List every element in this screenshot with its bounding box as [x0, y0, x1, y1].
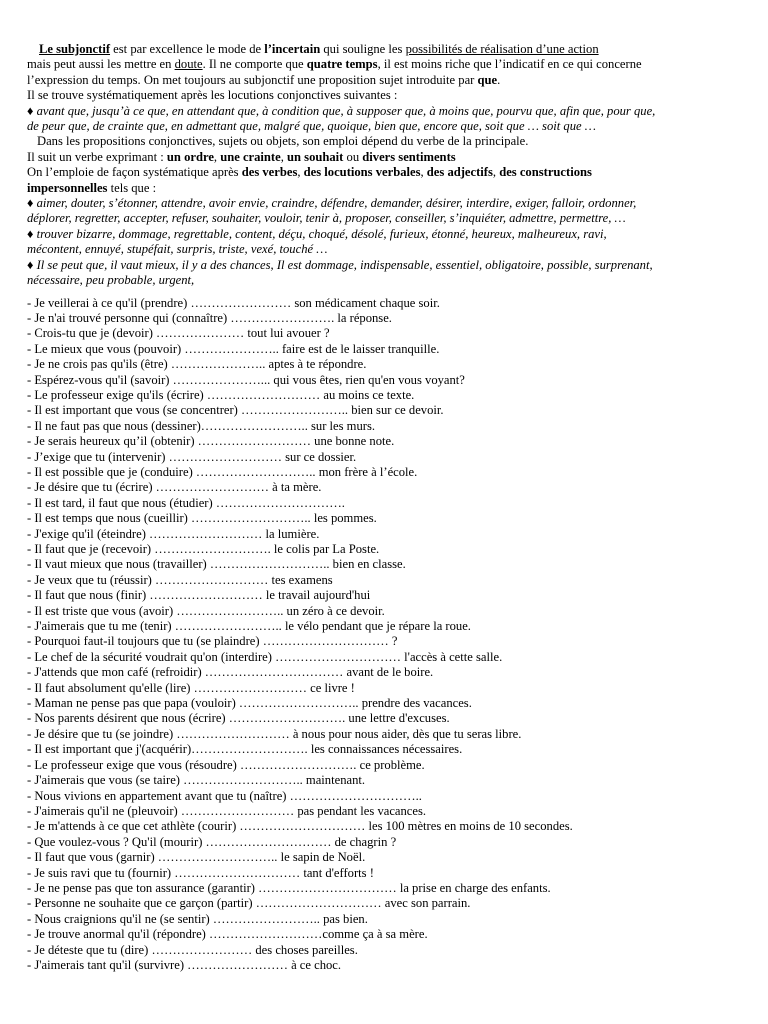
intro-text: l’expression du temps. On met toujours au subjonctif une proposition sujet introduite par: [27, 72, 478, 87]
exercise-item: - Nous vivions en appartement avant que tu (naître) …………………………..: [27, 788, 422, 803]
intro-text: ou: [343, 149, 363, 164]
exercise-item: - Nous craignions qu'il ne (se sentir) …………………….. pas bien.: [27, 911, 368, 926]
verbs-line-1: ♦ aimer, douter, s’étonner, attendre, avoir envie, craindre, défendre, demander, désirer, interdire, exiger, falloir, ordonner,: [27, 196, 637, 211]
intro-line-7: Dans les propositions conjonctives, sujets ou objets, son emploi dépend du verbe de la principale.: [37, 134, 529, 149]
intro-line-3: [27, 73, 747, 88]
exercise-item: - Il faut absolument qu'elle (lire) ……………………… ce livre !: [27, 680, 355, 695]
exercise-item: - Je désire que tu (se joindre) ……………………… à nous pour nous aider, dès que tu seras libre.: [27, 726, 522, 741]
exercise-item: - Crois-tu que je (devoir) ………………… tout lui avouer ?: [27, 326, 330, 341]
exercise-item: - Personne ne souhaite que ce garçon (partir) ………………………… avec son parrain.: [27, 896, 471, 911]
intro-text: . Il ne comporte que: [202, 57, 307, 72]
exercise-item: - Je suis ravi que tu (fournir) ………………………… tant d'efforts !: [27, 865, 374, 880]
intro-text: ,: [297, 165, 304, 180]
intro-text: .: [497, 72, 501, 87]
intro-bold: des locutions verbales: [303, 165, 421, 180]
impersonal-line-1: ♦ Il se peut que, il vaut mieux, il y a des chances, Il est dommage, indispensable, essentiel, obligatoire, possible, surprenant,: [27, 257, 653, 272]
exercise-item: - Je ne crois pas qu'ils (être) ………………….. aptes à te répondre.: [27, 357, 367, 372]
intro-bold: divers sentiments: [362, 149, 456, 164]
exercise-item: - Je ne pense pas que ton assurance (garantir) …………………………… la prise en charge des enfants.: [27, 880, 551, 895]
intro-text: ,: [492, 165, 500, 180]
intro-bold: un souhait: [287, 149, 344, 164]
intro-bold: une crainte: [220, 149, 281, 164]
intro-line-10: [27, 181, 747, 196]
intro-text: est par excellence le mode de: [110, 42, 265, 56]
exercise-item: - Il est possible que je (conduire) ……………………….. mon frère à l’école.: [27, 464, 418, 479]
conjunctions-line-2: de peur que, de crainte que, en admettant que, malgré que, quoique, bien que, encore que, soit que … soit que …: [27, 119, 596, 134]
exercise-item: - Le mieux que vous (pouvoir) ………………….. faire est de le laisser tranquille.: [27, 341, 440, 356]
exercise-item: - Je n'ai trouvé personne qui (connaître) ……………………. la réponse.: [27, 310, 392, 325]
intro-bold: des verbes: [241, 165, 298, 180]
exercise-item: - Je désire que tu (écrire) ……………………… à ta mère.: [27, 480, 322, 495]
intro-section: [27, 42, 747, 289]
exercise-item: - Maman ne pense pas que papa (vouloir) ……………………….. prendre des vacances.: [27, 696, 472, 711]
intro-underlined: doute: [174, 57, 203, 72]
intro-bold: l’incertain: [264, 42, 321, 56]
intro-bold: des adjectifs: [426, 165, 493, 180]
intro-text: ,: [213, 149, 221, 164]
exercise-item: - Le chef de la sécurité voudrait qu'on (interdire) ………………………… l'accès à cette salle.: [27, 649, 503, 664]
intro-line-4: Il se trouve systématiquement après les locutions conjonctives suivantes :: [27, 88, 398, 103]
exercise-item: - Je serais heureux qu’il (obtenir) ……………………… une bonne note.: [27, 434, 395, 449]
exercise-item: - J'aimerais que tu me (tenir) …………………….. le vélo pendant que je répare la roue.: [27, 619, 471, 634]
exercise-item: - Nos parents désirent que nous (écrire) ………………………. une lettre d'excuses.: [27, 711, 450, 726]
intro-text: ,: [420, 165, 427, 180]
exercise-item: - Je trouve anormal qu'il (répondre) ………………………comme ça à sa mère.: [27, 927, 428, 942]
intro-text: Il suit un verbe exprimant :: [27, 149, 167, 164]
exercise-item: - Le professeur exige que vous (résoudre) ………………………. ce problème.: [27, 757, 425, 772]
exercise-item: - Il est temps que nous (cueillir) ……………………….. les pommes.: [27, 511, 377, 526]
intro-underlined: possibilités de réalisation d’une action: [405, 42, 599, 56]
exercise-item: - Il faut que vous (garnir) ……………………….. le sapin de Noël.: [27, 850, 366, 865]
exercise-item: - Il est tard, il faut que nous (étudier) ………………………….: [27, 495, 345, 510]
intro-line-2: [27, 57, 747, 72]
title: Le subjonctif: [39, 42, 111, 56]
exercise-item: - Je m'attends à ce que cet athlète (courir) ………………………… les 100 mètres en moins de 10 secondes.: [27, 819, 573, 834]
exercise-item: - Il est important que vous (se concentrer) …………………….. bien sur ce devoir.: [27, 403, 444, 418]
exercise-item: - J'aimerais que vous (se taire) ……………………….. maintenant.: [27, 773, 366, 788]
intro-text: tels que :: [107, 180, 157, 195]
exercise-item: - J'exige qu'il (éteindre) ……………………… la lumière.: [27, 526, 320, 541]
intro-bold: que: [477, 72, 498, 87]
exercise-item: - Je veux que tu (réussir) ……………………… tes examens: [27, 572, 333, 587]
verbs-line-2: déplorer, regretter, accepter, refuser, souhaiter, vouloir, tenir à, proposer, conseiller, s’inquiéter, admettre, permettre, …: [27, 211, 626, 226]
intro-text: qui souligne les: [320, 42, 406, 56]
intro-bold: quatre temps: [306, 57, 378, 72]
intro-bold: impersonnelles: [27, 180, 108, 195]
intro-bold: un ordre: [166, 149, 214, 164]
intro-line-8: [27, 150, 747, 165]
exercise-item: - J’exige que tu (intervenir) ……………………… sur ce dossier.: [27, 449, 357, 464]
exercise-item: - J'aimerais tant qu'il (survivre) …………………… à ce choc.: [27, 957, 342, 972]
intro-text: On l’emploie de façon systématique après: [27, 165, 242, 180]
adjectives-line-2: mécontent, ennuyé, stupéfait, surpris, triste, vexé, touché …: [27, 242, 328, 257]
intro-line-1: [27, 42, 747, 57]
exercise-item: - Je veillerai à ce qu'il (prendre) …………………… son médicament chaque soir.: [27, 295, 440, 310]
exercise-item: - Je déteste que tu (dire) …………………… des choses pareilles.: [27, 942, 358, 957]
intro-bold: des constructions: [499, 165, 592, 180]
conjunctions-line-1: ♦ avant que, jusqu’à ce que, en attendant que, à condition que, à supposer que, à moins que, pourvu que, afin que, pour que,: [27, 103, 656, 118]
exercise-list: [27, 296, 747, 974]
exercise-item: - Il ne faut pas que nous (dessiner)…………………….. sur les murs.: [27, 418, 376, 433]
intro-text: , il est moins riche que l’indicatif en ce qui concerne: [377, 57, 642, 72]
exercise-item: - J'attends que mon café (refroidir) …………………………… avant de le boire.: [27, 665, 434, 680]
exercise-item: - Il est triste que vous (avoir) …………………….. un zéro à ce devoir.: [27, 603, 385, 618]
intro-line-9: [27, 165, 747, 180]
adjectives-line-1: ♦ trouver bizarre, dommage, regrettable, content, déçu, choqué, désolé, furieux, étonné, heureux, malheureux, ravi,: [27, 226, 607, 241]
exercise-item: - Il faut que je (recevoir) ………………………. le colis par La Poste.: [27, 542, 380, 556]
exercise-item: - Que voulez-vous ? Qu'il (mourir) ………………………… de chagrin ?: [27, 834, 397, 849]
exercise-item: - Il est important que j'(acquérir)………………………. les connaissances nécessaires.: [27, 742, 463, 757]
exercise-item: - Pourquoi faut-il toujours que tu (se plaindre) ………………………… ?: [27, 634, 398, 649]
worksheet: [27, 42, 747, 973]
impersonal-line-2: nécessaire, peu probable, urgent,: [27, 273, 195, 288]
intro-text: ,: [280, 149, 288, 164]
exercise-item: - Le professeur exige qu'ils (écrire) ……………………… au moins ce texte.: [27, 387, 415, 402]
exercise-item: - Il vaut mieux que nous (travailler) ……………………….. bien en classe.: [27, 557, 406, 572]
intro-text: mais peut aussi les mettre en: [27, 57, 175, 72]
exercise-item: - J'aimerais qu'il ne (pleuvoir) ……………………… pas pendant les vacances.: [27, 803, 427, 818]
exercise-item: - Il faut que nous (finir) ……………………… le travail aujourd'hui: [27, 588, 371, 603]
exercise-item: - Espérez-vous qu'il (savoir) …………………... qui vous êtes, rien qu'en vous voyant?: [27, 372, 465, 387]
